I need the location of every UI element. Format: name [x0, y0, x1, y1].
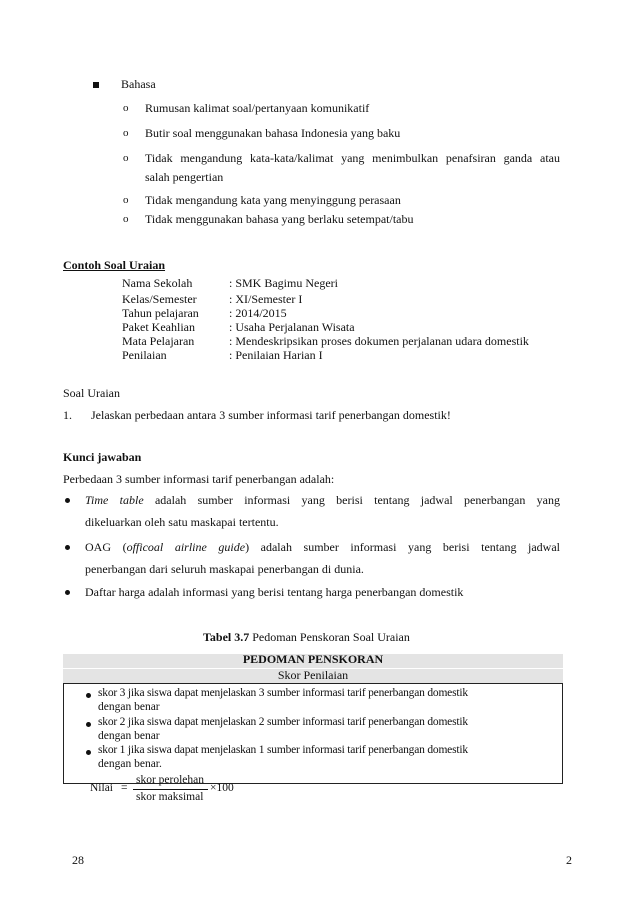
page-number-right: 2	[566, 853, 572, 867]
circle-bullet-icon: o	[123, 127, 129, 139]
table-number: Tabel 3.7	[203, 630, 250, 644]
kunci-bullet-2-text: ) adalah sumber informasi yang berisi tentang jadwal	[245, 540, 561, 554]
info-label: Tahun pelajaran	[122, 306, 199, 320]
table-item-continued: dengan benar	[98, 730, 160, 742]
table-title: Pedoman Penskoran Soal Uraian	[249, 630, 410, 644]
table-item-continued: dengan benar	[98, 701, 160, 713]
kunci-bullet-3: Daftar harga adalah informasi yang berisi tentang harga penerbangan domestik	[85, 585, 464, 599]
bahasa-item: Tidak mengandung kata yang menyinggung perasaan	[145, 193, 401, 207]
soal-number: 1.	[63, 408, 72, 422]
page-number-left: 28	[72, 853, 84, 867]
table-item-continued: dengan benar.	[98, 758, 162, 770]
kunci-bullet-1-text: adalah sumber informasi yang berisi tentang jadwal penerbangan yang	[154, 493, 560, 507]
formula-numerator: skor perolehan	[136, 774, 205, 786]
info-label: Penilaian	[122, 348, 167, 362]
circle-bullet-icon: o	[123, 194, 129, 206]
table-caption	[203, 630, 410, 645]
oag-term: OAG (	[85, 540, 127, 554]
table-item: skor 1 jika siswa dapat menjelaskan 1 sumber informasi tarif penerbangan domestik	[98, 744, 468, 756]
bullet-icon	[86, 722, 91, 727]
bullet-icon	[65, 498, 70, 503]
circle-bullet-icon: o	[123, 213, 129, 225]
info-value: : 2014/2015	[229, 306, 287, 320]
bahasa-item-continued: salah pengertian	[145, 170, 224, 184]
kunci-heading: Kunci jawaban	[63, 450, 142, 464]
soal-heading: Soal Uraian	[63, 386, 120, 400]
kunci-bullet-2	[85, 540, 560, 555]
kunci-bullet-1	[85, 493, 560, 508]
kunci-bullet-1-continued: dikeluarkan oleh satu maskapai tertentu.	[85, 515, 279, 529]
info-label: Mata Pelajaran	[122, 334, 195, 348]
bahasa-item: Tidak mengandung kata-kata/kalimat yang menimbulkan penafsiran ganda atau	[145, 151, 560, 165]
info-value: : Usaha Perjalanan Wisata	[229, 320, 355, 334]
oag-expansion: officoal airline guide	[126, 540, 246, 554]
bahasa-item: Butir soal menggunakan bahasa Indonesia yang baku	[145, 126, 401, 140]
formula-multiplier: ×100	[210, 782, 234, 794]
table-item: skor 3 jika siswa dapat menjelaskan 3 sumber informasi tarif penerbangan domestik	[98, 687, 468, 699]
time-table-term: Time table	[85, 493, 144, 507]
soal-question: Jelaskan perbedaan antara 3 sumber informasi tarif penerbangan domestik!	[91, 408, 451, 422]
square-bullet-icon	[93, 82, 99, 88]
bahasa-item: Tidak menggunakan bahasa yang berlaku setempat/tabu	[145, 212, 414, 226]
bullet-icon	[86, 750, 91, 755]
bahasa-label: Bahasa	[121, 77, 156, 91]
bullet-icon	[65, 590, 70, 595]
bullet-icon	[65, 545, 70, 550]
kunci-bullet-2-continued: penerbangan dari seluruh maskapai penerbangan di dunia.	[85, 562, 364, 576]
table-subheader: Skor Penilaian	[277, 668, 349, 682]
formula-label: Nilai	[90, 782, 113, 794]
circle-bullet-icon: o	[123, 152, 129, 164]
info-label: Paket Keahlian	[122, 320, 195, 334]
circle-bullet-icon: o	[123, 102, 129, 114]
info-value: : Penilaian Harian I	[229, 348, 323, 362]
table-item: skor 2 jika siswa dapat menjelaskan 2 sumber informasi tarif penerbangan domestik	[98, 716, 468, 728]
bahasa-item: Rumusan kalimat soal/pertanyaan komunikatif	[145, 101, 370, 115]
info-value: : Mendeskripsikan proses dokumen perjalanan udara domestik	[229, 334, 529, 348]
table-header: PEDOMAN PENSKORAN	[242, 652, 384, 666]
info-label: Kelas/Semester	[122, 292, 197, 306]
formula-denominator: skor maksimal	[136, 791, 204, 803]
info-value: : XI/Semester I	[229, 292, 303, 306]
contoh-heading: Contoh Soal Uraian	[63, 258, 166, 272]
info-value: : SMK Bagimu Negeri	[229, 276, 338, 290]
fraction-line	[133, 789, 208, 790]
info-label: Nama Sekolah	[122, 276, 193, 290]
kunci-intro: Perbedaan 3 sumber informasi tarif penerbangan adalah:	[63, 472, 335, 486]
bullet-icon	[86, 693, 91, 698]
formula-equals: =	[121, 782, 128, 794]
